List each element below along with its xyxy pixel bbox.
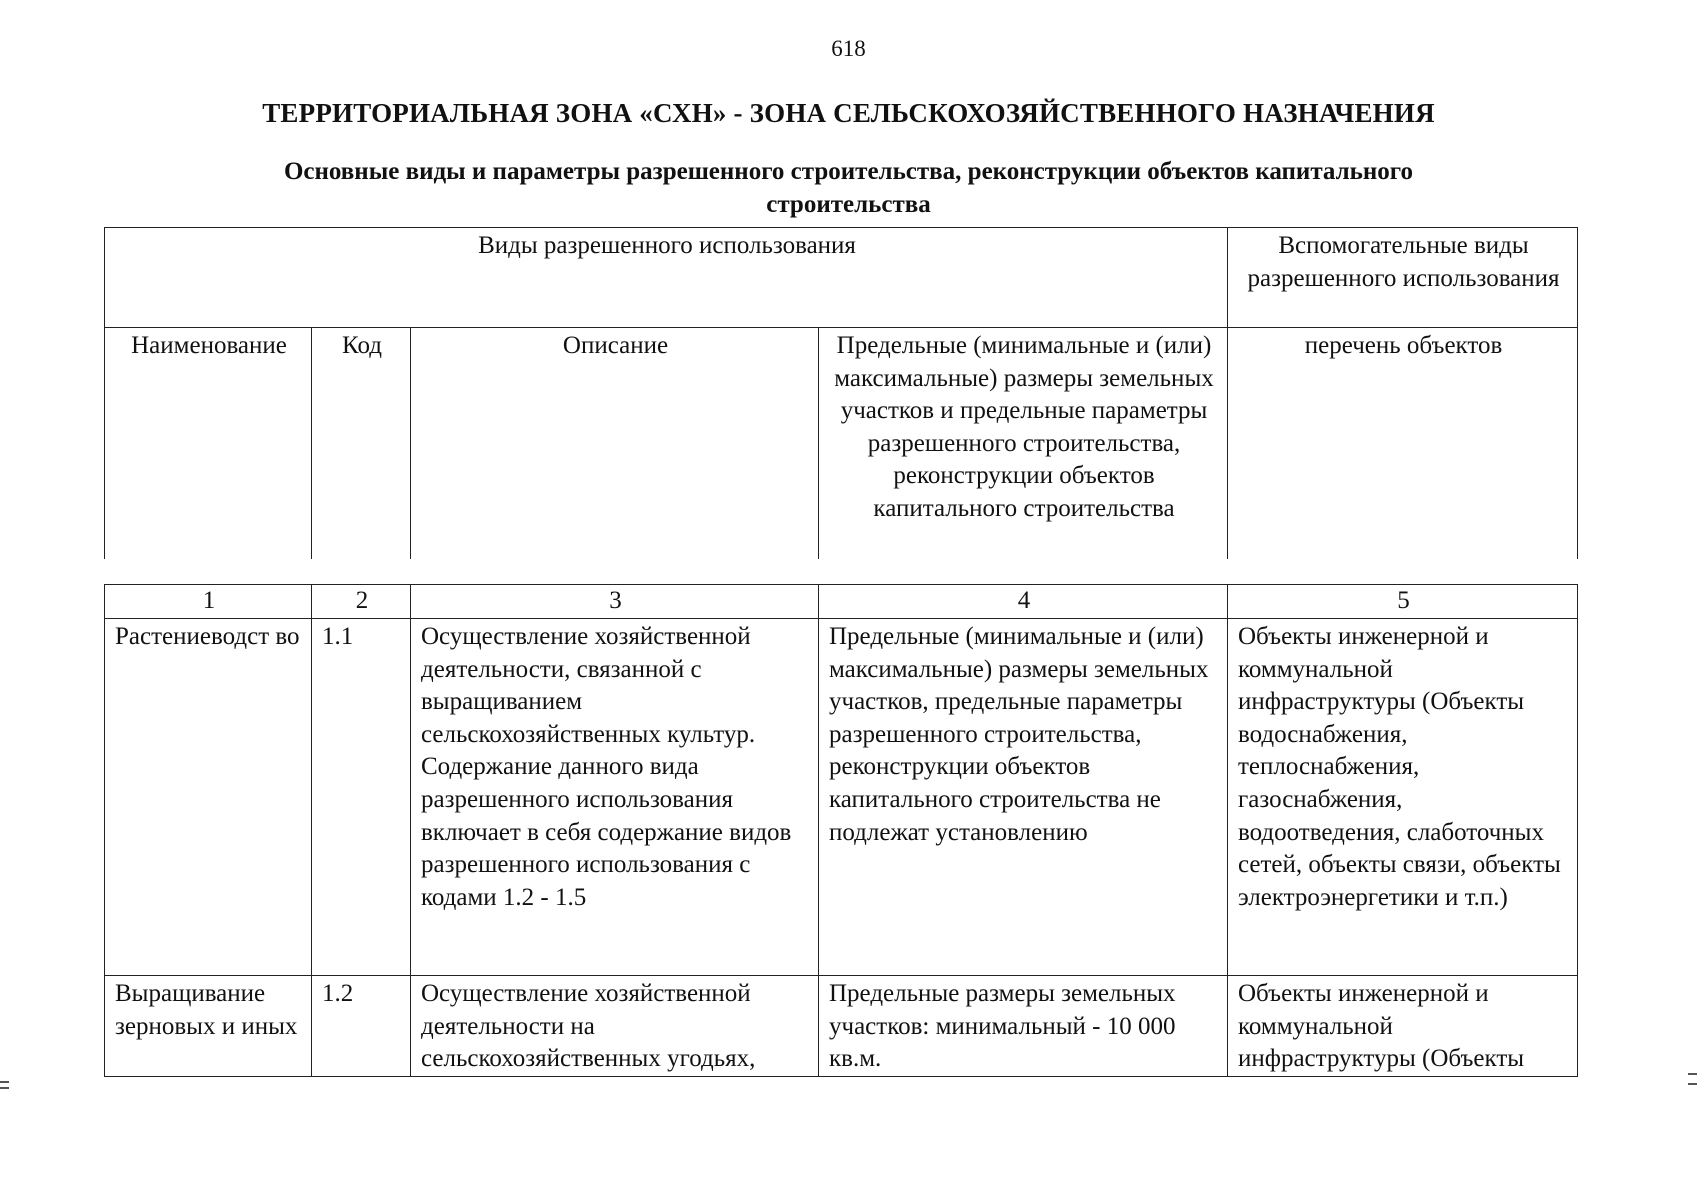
page-subtitle: Основные виды и параметры разрешенного строительства, реконструкции объектов капитального строительства [283,158,1414,218]
cell-description: Осуществление хозяйственной деятельности, связанной с выращиванием сельскохозяйственных культур. Содержание данного вида разрешенного использования включает в себя содержание видов разрешенного использования с кодами 1.2 - 1.5 [411,619,819,976]
cell-aux: Объекты инженерной и коммунальной инфраструктуры (Объекты водоснабжения, теплоснабжения, газоснабжения, водоотведения, слаботочных сетей, объекты связи, объекты электроэнергетики и т.п.) [1228,619,1578,976]
column-number: 5 [1228,585,1578,619]
scan-artifact [0,1087,9,1089]
header-col-params: Предельные (минимальные и (или) максимальные) размеры земельных участков и предельные параметры разрешенного строительства, реконструкции объектов капитального строительства [819,328,1228,560]
cell-name: Растениеводст во [105,619,312,976]
table-row [105,976,1578,1077]
data-table [104,584,1578,1077]
cell-code: 1.1 [312,619,411,976]
column-number: 3 [411,585,819,619]
scan-artifact [1688,1073,1697,1075]
cell-description: Осуществление хозяйственной деятельности на сельскохозяйственных угодьях, [411,976,819,1077]
header-col-code: Код [312,328,411,560]
page-number: 618 [831,36,866,61]
cell-params: Предельные размеры земельных участков: минимальный - 10 000 кв.м. [819,976,1228,1077]
header-col-name: Наименование [105,328,312,560]
cell-code: 1.2 [312,976,411,1077]
table-row [105,619,1578,976]
header-col-aux: перечень объектов [1228,328,1578,560]
cell-aux: Объекты инженерной и коммунальной инфраструктуры (Объекты [1228,976,1578,1077]
cell-name: Выращивание зерновых и иных [105,976,312,1077]
scan-artifact [0,1081,9,1083]
column-number: 4 [819,585,1228,619]
column-number: 2 [312,585,411,619]
page-title: ТЕРРИТОРИАЛЬНАЯ ЗОНА «СХН» - ЗОНА СЕЛЬСКОХОЗЯЙСТВЕННОГО НАЗНАЧЕНИЯ [262,98,1435,128]
header-group-aux: Вспомогательные виды разрешенного использования [1228,228,1578,328]
header-table [104,227,1578,559]
column-number: 1 [105,585,312,619]
column-number-row [105,585,1578,619]
cell-params: Предельные (минимальные и (или) максимальные) размеры земельных участков, предельные параметры разрешенного строительства, реконструкции объектов капитального строительства не подлежат установлению [819,619,1228,976]
header-col-description: Описание [411,328,819,560]
header-group-main: Виды разрешенного использования [105,228,1228,328]
scan-artifact [1688,1083,1697,1085]
